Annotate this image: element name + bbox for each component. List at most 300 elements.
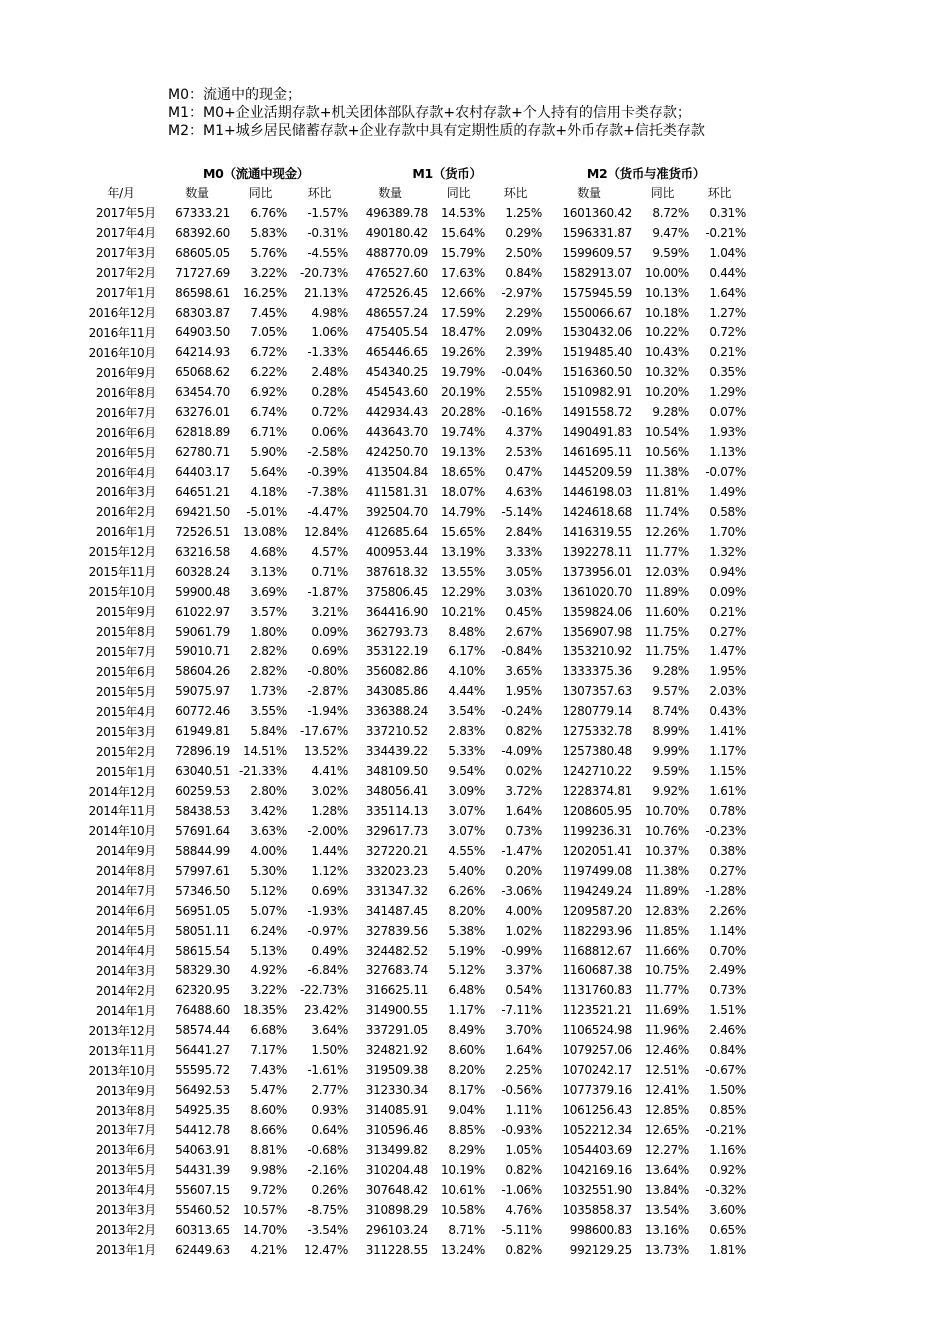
cell-m1-quantity: 310898.29: [365, 1202, 428, 1217]
cell-m1-yoy: 6.48%: [448, 983, 485, 998]
cell-m1-mom: -0.99%: [501, 943, 542, 958]
cell-date: 2016年5月: [95, 445, 156, 460]
cell-m0-quantity: 55607.15: [175, 1182, 230, 1197]
cell-m2-quantity: 1209587.20: [562, 903, 632, 918]
cell-m1-mom: 2.67%: [505, 624, 542, 639]
cell-m0-quantity: 56951.05: [175, 903, 230, 918]
cell-m1-quantity: 412685.64: [365, 524, 428, 539]
cell-m2-yoy: 9.59%: [652, 764, 689, 779]
cell-m0-quantity: 58574.44: [175, 1023, 230, 1038]
cell-m1-quantity: 316625.11: [365, 983, 428, 998]
cell-m0-yoy: 5.12%: [250, 883, 287, 898]
cell-m0-yoy: 10.57%: [243, 1202, 287, 1217]
cell-m1-yoy: 13.55%: [441, 564, 485, 579]
cell-m2-mom: 1.93%: [709, 425, 746, 440]
cell-m0-quantity: 63276.01: [175, 405, 230, 420]
cell-m2-yoy: 10.00%: [645, 265, 689, 280]
cell-m1-quantity: 310596.46: [365, 1122, 428, 1137]
cell-date: 2014年4月: [95, 944, 156, 959]
cell-m1-yoy: 18.47%: [441, 325, 485, 340]
cell-date: 2014年1月: [95, 1003, 156, 1018]
cell-m0-quantity: 63216.58: [175, 544, 230, 559]
cell-m1-yoy: 5.33%: [448, 744, 485, 759]
cell-m0-quantity: 56492.53: [175, 1083, 230, 1098]
cell-m0-yoy: 5.84%: [250, 724, 287, 739]
cell-date: 2013年2月: [95, 1223, 156, 1238]
cell-m2-yoy: 13.54%: [645, 1202, 689, 1217]
table-row: [80, 642, 748, 662]
cell-m1-yoy: 10.19%: [441, 1162, 485, 1177]
table-row: [80, 263, 748, 283]
cell-m0-mom: -0.68%: [307, 1142, 348, 1157]
cell-m2-mom: 0.73%: [709, 983, 746, 998]
cell-date: 2016年9月: [95, 365, 156, 380]
cell-m0-quantity: 59900.48: [175, 584, 230, 599]
cell-m2-quantity: 1131760.83: [562, 983, 632, 998]
cell-date: 2013年4月: [95, 1183, 156, 1198]
table-row: [80, 1060, 748, 1080]
cell-m2-mom: 0.31%: [709, 205, 746, 220]
cell-m2-yoy: 10.54%: [645, 425, 689, 440]
cell-m2-mom: 0.85%: [709, 1103, 746, 1118]
cell-m2-yoy: 10.13%: [645, 285, 689, 300]
cell-m0-quantity: 60328.24: [175, 564, 230, 579]
cell-m2-mom: 1.17%: [709, 744, 746, 759]
cell-m2-mom: 1.29%: [709, 385, 746, 400]
cell-m1-mom: 0.82%: [505, 1162, 542, 1177]
cell-m1-mom: 1.02%: [505, 923, 542, 938]
cell-m2-mom: 0.84%: [709, 1043, 746, 1058]
cell-m2-quantity: 1416319.55: [562, 524, 632, 539]
cell-m0-mom: 0.71%: [311, 564, 348, 579]
cell-m1-quantity: 392504.70: [365, 504, 428, 519]
table-row: [80, 961, 748, 981]
cell-m2-yoy: 11.74%: [645, 504, 689, 519]
cell-date: 2015年5月: [95, 684, 156, 699]
cell-date: 2016年2月: [95, 505, 156, 520]
cell-m2-mom: 2.03%: [709, 684, 746, 699]
cell-m2-quantity: 1208605.95: [562, 803, 632, 818]
cell-m1-quantity: 319509.38: [365, 1063, 428, 1078]
cell-m2-quantity: 1052212.34: [562, 1122, 632, 1137]
cell-m2-yoy: 11.89%: [645, 883, 689, 898]
cell-m1-quantity: 356082.86: [365, 664, 428, 679]
cell-m1-quantity: 313499.82: [365, 1142, 428, 1157]
cell-m1-yoy: 3.07%: [448, 803, 485, 818]
cell-m2-yoy: 10.20%: [645, 385, 689, 400]
cell-m0-quantity: 72896.19: [175, 744, 230, 759]
col-m0-yoy: 同比: [248, 186, 273, 201]
cell-m2-mom: 0.58%: [709, 504, 746, 519]
cell-date: 2015年9月: [95, 605, 156, 620]
table-row: [80, 303, 748, 323]
table-row: [80, 602, 748, 622]
definitions-notes: [168, 86, 758, 140]
cell-m2-mom: -0.23%: [705, 823, 746, 838]
col-m0-quantity: 数量: [185, 186, 209, 201]
cell-m0-yoy: 5.47%: [250, 1083, 287, 1098]
cell-m2-yoy: 8.72%: [652, 205, 689, 220]
col-m2-mom: 环比: [707, 186, 732, 201]
cell-m0-quantity: 68605.05: [175, 245, 230, 260]
col-m0-mom: 环比: [307, 186, 332, 201]
cell-m1-mom: 3.37%: [505, 963, 542, 978]
cell-m0-yoy: 18.35%: [243, 1003, 287, 1018]
cell-m1-quantity: 331347.32: [365, 883, 428, 898]
cell-m2-yoy: 13.64%: [645, 1162, 689, 1177]
cell-m2-quantity: 1519485.40: [562, 345, 632, 360]
cell-m1-mom: 3.33%: [505, 544, 542, 559]
cell-m2-quantity: 1168812.67: [562, 943, 632, 958]
table-row: [80, 1240, 748, 1260]
cell-m1-mom: 0.73%: [505, 823, 542, 838]
cell-m2-quantity: 1194249.24: [562, 883, 632, 898]
note-m1: M1：M0+企业活期存款+机关团体部队存款+农村存款+个人持有的信用卡类存款；: [168, 105, 691, 121]
cell-m1-mom: 3.05%: [505, 564, 542, 579]
cell-m1-mom: -0.93%: [501, 1122, 542, 1137]
cell-m0-yoy: 5.30%: [250, 863, 287, 878]
cell-m2-yoy: 10.56%: [645, 445, 689, 460]
cell-m2-quantity: 992129.25: [569, 1242, 632, 1257]
cell-m0-quantity: 64651.21: [175, 484, 230, 499]
table-row: [80, 861, 748, 881]
cell-m1-yoy: 13.24%: [441, 1242, 485, 1257]
cell-m1-quantity: 337210.52: [365, 724, 428, 739]
cell-m0-quantity: 54925.35: [175, 1103, 230, 1118]
cell-m2-yoy: 12.51%: [645, 1063, 689, 1078]
cell-m0-mom: -2.58%: [307, 445, 348, 460]
cell-m2-mom: 1.16%: [709, 1142, 746, 1157]
cell-m1-yoy: 3.07%: [448, 823, 485, 838]
table-row: [80, 1220, 748, 1240]
cell-m1-yoy: 8.17%: [448, 1083, 485, 1098]
cell-m1-yoy: 19.13%: [441, 445, 485, 460]
cell-m0-quantity: 59075.97: [175, 684, 230, 699]
cell-m1-mom: -7.11%: [501, 1003, 542, 1018]
cell-m1-quantity: 411581.31: [365, 484, 428, 499]
cell-m0-mom: -0.97%: [307, 923, 348, 938]
cell-m2-mom: 1.70%: [709, 524, 746, 539]
cell-m1-quantity: 327839.56: [365, 923, 428, 938]
cell-m0-quantity: 62818.89: [175, 425, 230, 440]
cell-m2-mom: 1.04%: [709, 245, 746, 260]
cell-m2-mom: -0.32%: [705, 1182, 746, 1197]
cell-m1-quantity: 334439.22: [365, 744, 428, 759]
cell-m2-quantity: 1550066.67: [562, 305, 632, 320]
cell-m2-mom: 0.21%: [709, 345, 746, 360]
cell-m2-mom: 3.60%: [709, 1202, 746, 1217]
cell-m0-mom: -1.33%: [307, 345, 348, 360]
cell-m2-yoy: 11.75%: [645, 644, 689, 659]
cell-m0-mom: 3.64%: [311, 1023, 348, 1038]
cell-m1-mom: 3.70%: [505, 1023, 542, 1038]
cell-m2-yoy: 9.57%: [652, 684, 689, 699]
cell-m0-mom: 1.12%: [311, 863, 348, 878]
cell-m1-quantity: 486557.24: [365, 305, 428, 320]
cell-m2-yoy: 10.37%: [645, 843, 689, 858]
cell-m2-yoy: 11.77%: [645, 983, 689, 998]
cell-m0-mom: 12.84%: [304, 524, 348, 539]
cell-m0-mom: -2.87%: [307, 684, 348, 699]
table-row: [80, 1120, 748, 1140]
money-supply-table: [80, 163, 748, 1260]
table-row: [80, 1000, 748, 1020]
cell-m1-mom: -0.84%: [501, 644, 542, 659]
cell-m2-yoy: 10.75%: [645, 963, 689, 978]
cell-m0-quantity: 57997.61: [175, 863, 230, 878]
cell-date: 2013年7月: [95, 1123, 156, 1138]
table-row: [80, 402, 748, 422]
cell-m0-quantity: 62780.71: [175, 445, 230, 460]
cell-m2-yoy: 11.38%: [645, 863, 689, 878]
cell-m2-quantity: 1275332.78: [562, 724, 632, 739]
cell-m2-yoy: 10.76%: [645, 823, 689, 838]
cell-m2-mom: 2.49%: [709, 963, 746, 978]
cell-m1-quantity: 296103.24: [365, 1222, 428, 1237]
cell-m1-mom: 0.54%: [505, 983, 542, 998]
cell-m1-mom: 1.25%: [505, 205, 542, 220]
table-row: [80, 442, 748, 462]
table-row: [80, 1160, 748, 1180]
cell-m2-yoy: 9.92%: [652, 784, 689, 799]
cell-m0-quantity: 54412.78: [175, 1122, 230, 1137]
cell-m2-quantity: 1575945.59: [562, 285, 632, 300]
cell-m2-quantity: 1070242.17: [562, 1063, 632, 1078]
cell-m0-yoy: 5.83%: [250, 225, 287, 240]
cell-m1-quantity: 490180.42: [365, 225, 428, 240]
cell-m2-quantity: 1582913.07: [562, 265, 632, 280]
cell-m0-mom: 3.02%: [311, 784, 348, 799]
cell-m1-yoy: 3.54%: [448, 704, 485, 719]
cell-m1-yoy: 18.65%: [441, 465, 485, 480]
cell-m1-yoy: 18.07%: [441, 484, 485, 499]
cell-m0-mom: -2.00%: [307, 823, 348, 838]
cell-m1-yoy: 17.59%: [441, 305, 485, 320]
cell-m1-mom: 2.55%: [505, 385, 542, 400]
table-row: [80, 1140, 748, 1160]
cell-m2-quantity: 1530432.06: [562, 325, 632, 340]
table-row: [80, 881, 748, 901]
cell-m1-mom: 1.11%: [505, 1103, 542, 1118]
cell-m2-yoy: 11.77%: [645, 544, 689, 559]
cell-m1-yoy: 10.58%: [441, 1202, 485, 1217]
cell-date: 2015年10月: [88, 585, 156, 600]
cell-m2-mom: 0.78%: [709, 803, 746, 818]
cell-m1-yoy: 20.28%: [441, 405, 485, 420]
cell-m2-mom: 0.72%: [709, 325, 746, 340]
cell-m2-mom: 1.47%: [709, 644, 746, 659]
cell-m1-mom: 0.29%: [505, 225, 542, 240]
cell-m1-mom: 4.76%: [505, 1202, 542, 1217]
cell-m0-quantity: 57691.64: [175, 823, 230, 838]
cell-m0-mom: 0.09%: [311, 624, 348, 639]
cell-m0-yoy: 3.13%: [250, 564, 287, 579]
cell-m1-yoy: 13.19%: [441, 544, 485, 559]
cell-m1-mom: 2.29%: [505, 305, 542, 320]
cell-m2-mom: 0.44%: [709, 265, 746, 280]
cell-m1-yoy: 8.20%: [448, 903, 485, 918]
table-row: [80, 382, 748, 402]
cell-m2-yoy: 11.85%: [645, 923, 689, 938]
cell-m2-mom: -0.21%: [705, 225, 746, 240]
cell-date: 2016年7月: [95, 405, 156, 420]
cell-date: 2013年11月: [88, 1043, 156, 1058]
cell-m2-mom: 0.92%: [709, 1162, 746, 1177]
table-row: [80, 422, 748, 442]
cell-m0-mom: 2.48%: [311, 365, 348, 380]
cell-m0-yoy: 7.43%: [250, 1063, 287, 1078]
cell-m0-yoy: 5.76%: [250, 245, 287, 260]
cell-m0-yoy: 7.17%: [250, 1043, 287, 1058]
cell-m1-quantity: 327683.74: [365, 963, 428, 978]
cell-m0-mom: -1.57%: [307, 205, 348, 220]
cell-date: 2014年10月: [88, 824, 156, 839]
cell-date: 2013年10月: [88, 1063, 156, 1078]
cell-m2-mom: 0.21%: [709, 604, 746, 619]
cell-date: 2014年3月: [95, 963, 156, 978]
table-row: [80, 661, 748, 681]
cell-m2-yoy: 12.41%: [645, 1083, 689, 1098]
cell-m1-mom: 2.50%: [505, 245, 542, 260]
cell-m1-quantity: 353122.19: [365, 644, 428, 659]
cell-m1-mom: -4.09%: [501, 744, 542, 759]
cell-m0-yoy: 9.72%: [250, 1182, 287, 1197]
cell-m2-mom: 0.38%: [709, 843, 746, 858]
cell-m2-yoy: 13.16%: [645, 1222, 689, 1237]
cell-m2-quantity: 1123521.21: [562, 1003, 632, 1018]
cell-m0-quantity: 57346.50: [175, 883, 230, 898]
cell-m2-mom: 1.14%: [709, 923, 746, 938]
cell-m0-quantity: 55595.72: [175, 1063, 230, 1078]
cell-m2-quantity: 1353210.92: [562, 644, 632, 659]
cell-date: 2014年2月: [95, 983, 156, 998]
cell-m0-quantity: 60772.46: [175, 704, 230, 719]
cell-m2-quantity: 1242710.22: [562, 764, 632, 779]
cell-m0-quantity: 58051.11: [175, 923, 230, 938]
cell-m0-yoy: 3.22%: [250, 983, 287, 998]
cell-m2-yoy: 11.69%: [645, 1003, 689, 1018]
cell-m1-quantity: 465446.65: [365, 345, 428, 360]
cell-m2-mom: 0.27%: [709, 863, 746, 878]
cell-m0-mom: -4.47%: [307, 504, 348, 519]
cell-m2-mom: 2.46%: [709, 1023, 746, 1038]
table-row: [80, 502, 748, 522]
cell-m1-quantity: 327220.21: [365, 843, 428, 858]
cell-m1-yoy: 5.38%: [448, 923, 485, 938]
cell-m1-quantity: 400953.44: [365, 544, 428, 559]
cell-m0-quantity: 86598.61: [175, 285, 230, 300]
table-row: [80, 323, 748, 343]
cell-m0-quantity: 65068.62: [175, 365, 230, 380]
cell-m2-quantity: 1032551.90: [562, 1182, 632, 1197]
cell-m1-quantity: 329617.73: [365, 823, 428, 838]
cell-date: 2016年6月: [95, 425, 156, 440]
cell-date: 2013年9月: [95, 1083, 156, 1098]
cell-m1-mom: 1.64%: [505, 803, 542, 818]
cell-m0-yoy: 9.98%: [250, 1162, 287, 1177]
cell-m1-mom: -1.47%: [501, 843, 542, 858]
cell-m1-mom: -0.16%: [501, 405, 542, 420]
cell-m1-yoy: 5.40%: [448, 863, 485, 878]
cell-m0-quantity: 60313.65: [175, 1222, 230, 1237]
cell-m0-quantity: 62449.63: [175, 1242, 230, 1257]
cell-m1-yoy: 20.19%: [441, 385, 485, 400]
cell-m0-quantity: 58329.30: [175, 963, 230, 978]
cell-m0-yoy: 6.76%: [250, 205, 287, 220]
cell-m0-yoy: 2.82%: [250, 664, 287, 679]
cell-m0-mom: -4.55%: [307, 245, 348, 260]
cell-m0-mom: 4.98%: [311, 305, 348, 320]
cell-m1-yoy: 9.54%: [448, 764, 485, 779]
cell-m0-mom: -8.75%: [307, 1202, 348, 1217]
col-m1-yoy: 同比: [446, 186, 471, 201]
cell-date: 2013年6月: [95, 1143, 156, 1158]
cell-m2-yoy: 9.59%: [652, 245, 689, 260]
cell-m2-mom: 1.13%: [709, 445, 746, 460]
cell-m1-mom: 2.25%: [505, 1063, 542, 1078]
cell-date: 2016年12月: [88, 306, 156, 321]
cell-m1-quantity: 362793.73: [365, 624, 428, 639]
cell-date: 2014年12月: [88, 784, 156, 799]
table-row: [80, 223, 748, 243]
cell-m2-mom: -0.07%: [705, 465, 746, 480]
cell-m0-quantity: 55460.52: [175, 1202, 230, 1217]
cell-m1-yoy: 8.29%: [448, 1142, 485, 1157]
cell-m1-quantity: 310204.48: [365, 1162, 428, 1177]
cell-m2-quantity: 1079257.06: [562, 1043, 632, 1058]
cell-m1-yoy: 6.17%: [448, 644, 485, 659]
table-row: [80, 921, 748, 941]
cell-m1-quantity: 312330.34: [365, 1083, 428, 1098]
cell-m0-yoy: 6.72%: [250, 345, 287, 360]
cell-m2-yoy: 11.75%: [645, 624, 689, 639]
cell-m1-quantity: 476527.60: [365, 265, 428, 280]
cell-m0-yoy: 2.80%: [250, 784, 287, 799]
cell-m0-mom: -1.61%: [307, 1063, 348, 1078]
cell-m0-yoy: -5.01%: [246, 504, 287, 519]
cell-m0-yoy: 4.18%: [250, 484, 287, 499]
cell-m0-yoy: 4.92%: [250, 963, 287, 978]
cell-m2-quantity: 1356907.98: [562, 624, 632, 639]
cell-m0-mom: 23.42%: [304, 1003, 348, 1018]
cell-m2-mom: 0.27%: [709, 624, 746, 639]
cell-date: 2013年8月: [95, 1103, 156, 1118]
cell-m2-quantity: 1445209.59: [562, 465, 632, 480]
cell-m0-yoy: 14.51%: [243, 744, 287, 759]
cell-m1-quantity: 348109.50: [365, 764, 428, 779]
cell-date: 2017年4月: [95, 226, 156, 241]
cell-m2-yoy: 8.99%: [652, 724, 689, 739]
cell-m1-mom: -3.06%: [501, 883, 542, 898]
cell-m0-quantity: 69421.50: [175, 504, 230, 519]
cell-m2-mom: 1.27%: [709, 305, 746, 320]
cell-m2-quantity: 1333375.36: [562, 664, 632, 679]
group-header-m0: M0（流通中现金）: [203, 165, 309, 181]
cell-date: 2015年4月: [95, 704, 156, 719]
cell-m1-mom: 0.20%: [505, 863, 542, 878]
cell-m1-quantity: 307648.42: [365, 1182, 428, 1197]
cell-m0-yoy: 3.42%: [250, 803, 287, 818]
cell-m0-mom: 0.28%: [311, 385, 348, 400]
table-row: [80, 1040, 748, 1060]
cell-m1-yoy: 9.04%: [448, 1103, 485, 1118]
cell-m1-yoy: 6.26%: [448, 883, 485, 898]
table-row: [80, 1100, 748, 1120]
cell-m2-mom: 1.81%: [709, 1242, 746, 1257]
cell-m2-quantity: 1042169.16: [562, 1162, 632, 1177]
note-m0: M0：流通中的现金；: [168, 87, 301, 103]
cell-m2-quantity: 1599609.57: [562, 245, 632, 260]
